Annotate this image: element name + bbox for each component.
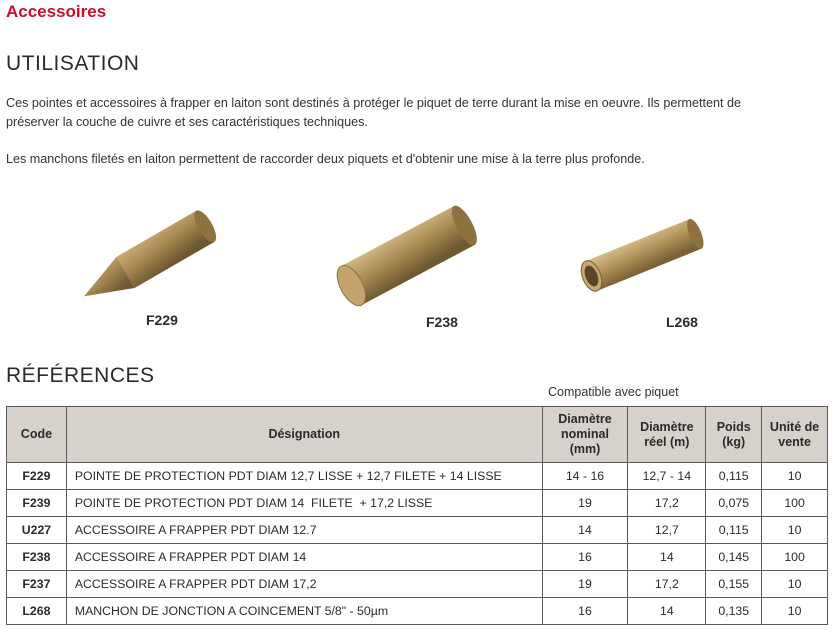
cell-nominal: 14 bbox=[542, 517, 628, 544]
cell-nominal: 14 - 16 bbox=[542, 463, 628, 490]
cylinder-image bbox=[322, 196, 492, 316]
product-label-f238: F238 bbox=[426, 314, 458, 330]
cell-poids: 0,075 bbox=[706, 490, 762, 517]
cell-poids: 0,115 bbox=[706, 517, 762, 544]
table-row bbox=[7, 571, 828, 598]
paragraph-1-line-1: Ces pointes et accessoires à frapper en laiton sont destinés à protéger le piquet de terre durant la mise en oeuvre. Ils permettent de bbox=[6, 96, 742, 110]
utilisation-paragraph-1 bbox=[6, 94, 834, 132]
col-unite-l2: vente bbox=[778, 434, 811, 449]
col-poids bbox=[706, 407, 762, 463]
col-nominal bbox=[542, 407, 628, 463]
col-unite bbox=[762, 407, 828, 463]
utilisation-heading: UTILISATION bbox=[6, 52, 140, 75]
col-reel-l1: Diamètre bbox=[640, 419, 694, 434]
col-poids-l1: Poids bbox=[716, 419, 751, 434]
references-heading: RÉFÉRENCES bbox=[6, 364, 155, 387]
cell-code: F238 bbox=[7, 544, 67, 571]
cell-poids: 0,115 bbox=[706, 463, 762, 490]
cell-reel: 14 bbox=[628, 544, 706, 571]
cell-unite: 10 bbox=[762, 571, 828, 598]
cell-reel: 14 bbox=[628, 598, 706, 625]
col-reel bbox=[628, 407, 706, 463]
paragraph-1-line-2: préserver la couche de cuivre et ses caractéristiques techniques. bbox=[6, 115, 368, 129]
col-designation: Désignation bbox=[66, 407, 542, 463]
table-header-row bbox=[7, 407, 828, 463]
section-title: Accessoires bbox=[6, 2, 107, 21]
table-row bbox=[7, 598, 828, 625]
table-row bbox=[7, 544, 828, 571]
cell-nominal: 16 bbox=[542, 544, 628, 571]
cell-nominal: 19 bbox=[542, 571, 628, 598]
pointed-tip-image bbox=[60, 205, 230, 315]
table-row bbox=[7, 517, 828, 544]
cell-reel: 12,7 bbox=[628, 517, 706, 544]
cell-designation: POINTE DE PROTECTION PDT DIAM 14 FILETE + 17,2 LISSE bbox=[66, 490, 542, 517]
table-row bbox=[7, 463, 828, 490]
cell-unite: 10 bbox=[762, 598, 828, 625]
utilisation-paragraph-2: Les manchons filetés en laiton permettent de raccorder deux piquets et d'obtenir une mise à la terre plus profonde. bbox=[6, 152, 645, 166]
col-unite-l1: Unité de bbox=[769, 419, 820, 434]
col-poids-l2: (kg) bbox=[722, 434, 746, 449]
cell-reel: 17,2 bbox=[628, 490, 706, 517]
cell-nominal: 16 bbox=[542, 598, 628, 625]
product-f229 bbox=[60, 205, 230, 335]
col-code: Code bbox=[7, 407, 67, 463]
cell-reel: 12,7 - 14 bbox=[628, 463, 706, 490]
compat-note: Compatible avec piquet bbox=[548, 385, 679, 399]
cell-code: F229 bbox=[7, 463, 67, 490]
table-row bbox=[7, 490, 828, 517]
cell-designation: ACCESSOIRE A FRAPPER PDT DIAM 12.7 bbox=[66, 517, 542, 544]
cell-reel: 17,2 bbox=[628, 571, 706, 598]
cell-designation: MANCHON DE JONCTION A COINCEMENT 5/8" - 50µm bbox=[66, 598, 542, 625]
cell-unite: 10 bbox=[762, 517, 828, 544]
cell-poids: 0,135 bbox=[706, 598, 762, 625]
product-l268 bbox=[566, 200, 716, 335]
col-reel-l2: réel (m) bbox=[644, 434, 690, 449]
cell-poids: 0,145 bbox=[706, 544, 762, 571]
cell-unite: 100 bbox=[762, 544, 828, 571]
col-nominal-l3: (mm) bbox=[569, 442, 601, 456]
cell-designation: ACCESSOIRE A FRAPPER PDT DIAM 17,2 bbox=[66, 571, 542, 598]
cell-code: U227 bbox=[7, 517, 67, 544]
cell-code: F237 bbox=[7, 571, 67, 598]
cell-code: L268 bbox=[7, 598, 67, 625]
product-label-l268: L268 bbox=[666, 314, 698, 330]
cell-unite: 10 bbox=[762, 463, 828, 490]
col-nominal-l2: nominal bbox=[561, 427, 609, 441]
product-f238 bbox=[322, 196, 492, 336]
cell-designation: ACCESSOIRE A FRAPPER PDT DIAM 14 bbox=[66, 544, 542, 571]
cell-poids: 0,155 bbox=[706, 571, 762, 598]
cell-code: F239 bbox=[7, 490, 67, 517]
product-label-f229: F229 bbox=[146, 312, 178, 328]
cell-nominal: 19 bbox=[542, 490, 628, 517]
cell-unite: 100 bbox=[762, 490, 828, 517]
cell-designation: POINTE DE PROTECTION PDT DIAM 12,7 LISSE + 12,7 FILETE + 14 LISSE bbox=[66, 463, 542, 490]
col-nominal-l1: Diamètre bbox=[558, 412, 612, 426]
references-table bbox=[6, 406, 828, 625]
sleeve-image bbox=[566, 200, 716, 315]
